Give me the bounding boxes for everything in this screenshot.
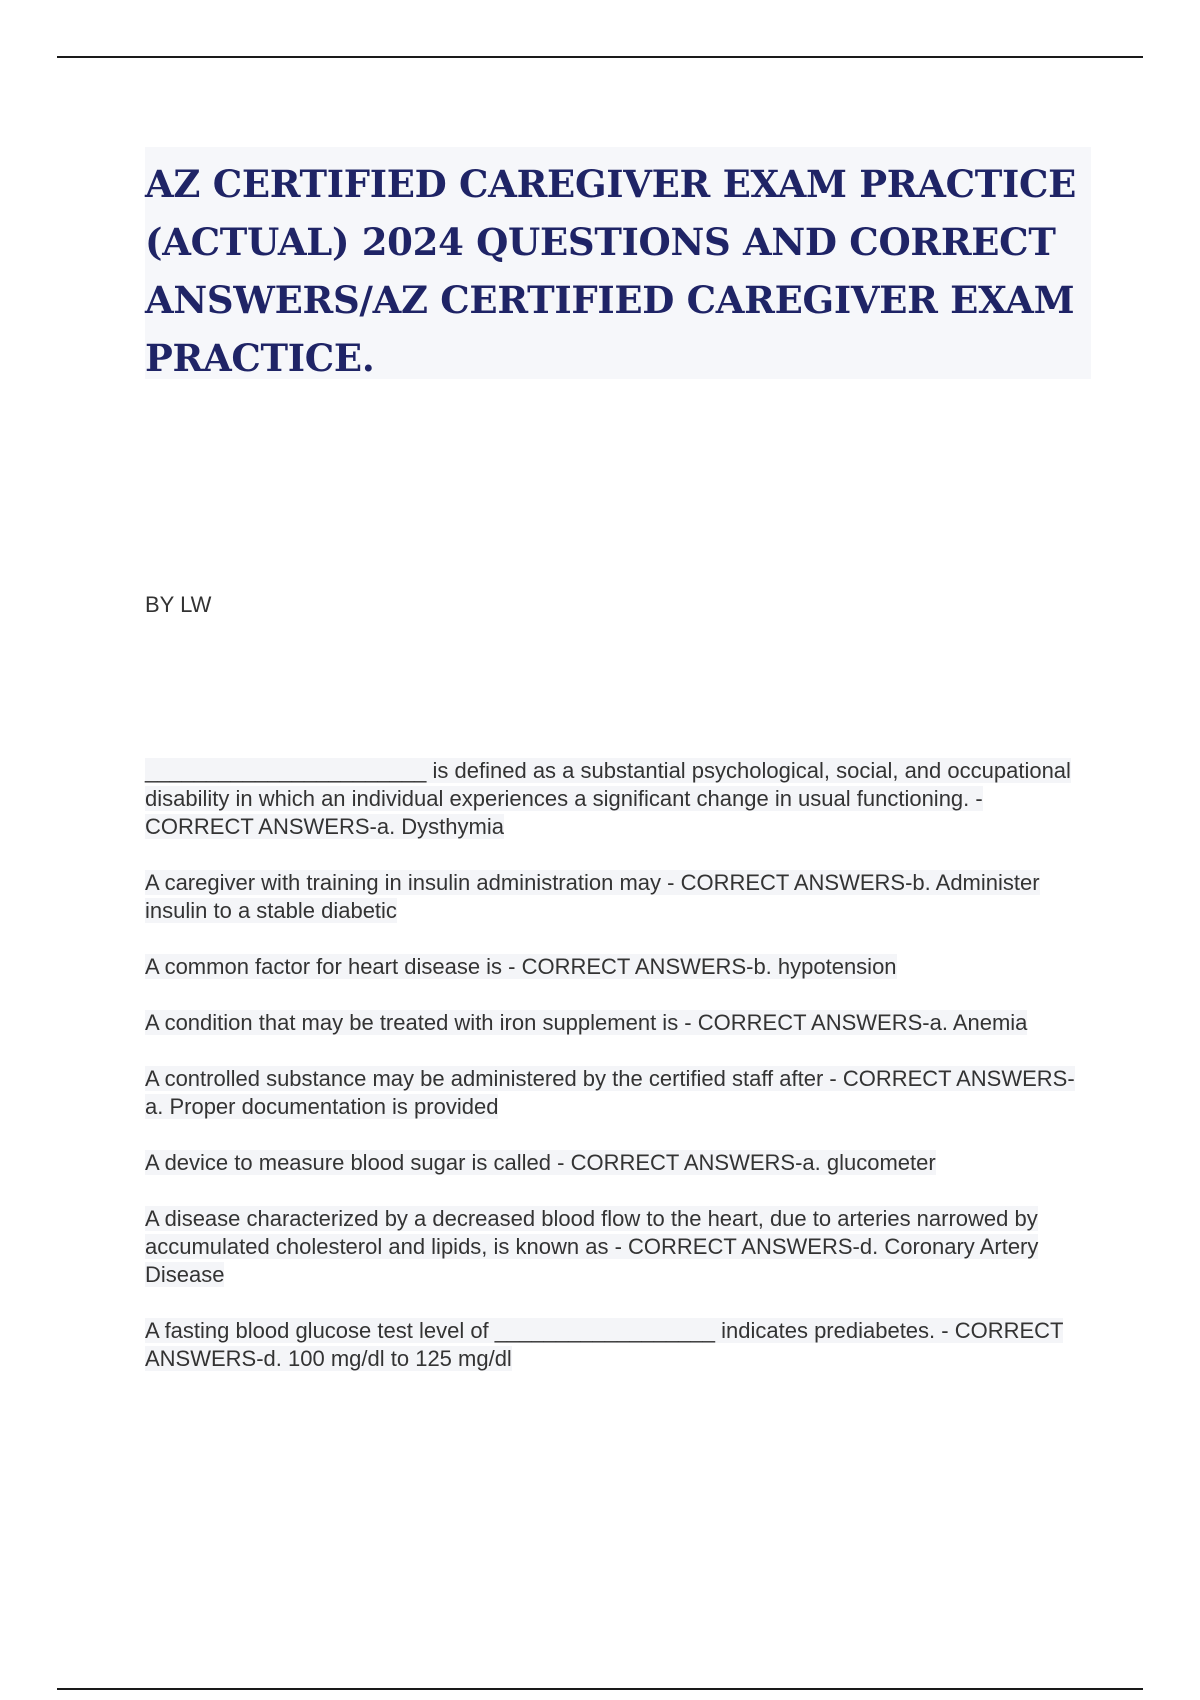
qa-item <box>145 1149 1085 1177</box>
qa-item-text: A controlled substance may be administered by the certified staff after - CORRECT ANSWERS-a. Proper documentation is provided <box>145 1066 1075 1119</box>
qa-item <box>145 1065 1085 1121</box>
qa-list <box>145 757 1085 1401</box>
header-rule <box>57 56 1143 58</box>
qa-item <box>145 1317 1085 1373</box>
qa-item-text: A disease characterized by a decreased blood flow to the heart, due to arteries narrowed by accumulated cholesterol and lipids, is known as - CORRECT ANSWERS-d. Coronary Artery Disease <box>145 1206 1039 1287</box>
qa-item-text: A caregiver with training in insulin administration may - CORRECT ANSWERS-b. Administer insulin to a stable diabetic <box>145 870 1040 923</box>
footer-rule <box>57 1688 1143 1690</box>
qa-item <box>145 953 1085 981</box>
qa-item-text: A common factor for heart disease is - CORRECT ANSWERS-b. hypotension <box>145 954 897 979</box>
qa-item-text: A condition that may be treated with iron supplement is - CORRECT ANSWERS-a. Anemia <box>145 1010 1028 1035</box>
qa-item-text: _______________________ is defined as a substantial psychological, social, and occupational disability in which an individual experiences a significant change in usual functioning. - CORRECT ANSWERS-a. Dysthymia <box>145 758 1071 839</box>
qa-item-text: A fasting blood glucose test level of __________________ indicates prediabetes. - CORRECT ANSWERS-d. 100 mg/dl to 125 mg/dl <box>145 1318 1064 1371</box>
qa-item-text: A device to measure blood sugar is called - CORRECT ANSWERS-a. glucometer <box>145 1150 936 1175</box>
qa-item <box>145 869 1085 925</box>
qa-item <box>145 757 1085 841</box>
document-title: AZ CERTIFIED CAREGIVER EXAM PRACTICE (ACTUAL) 2024 QUESTIONS AND CORRECT ANSWERS/AZ CERTIFIED CAREGIVER EXAM PRACTICE. <box>145 162 1077 380</box>
qa-item <box>145 1009 1085 1037</box>
author-byline: BY LW <box>145 592 212 617</box>
title-block <box>145 147 1091 379</box>
qa-item <box>145 1205 1085 1289</box>
